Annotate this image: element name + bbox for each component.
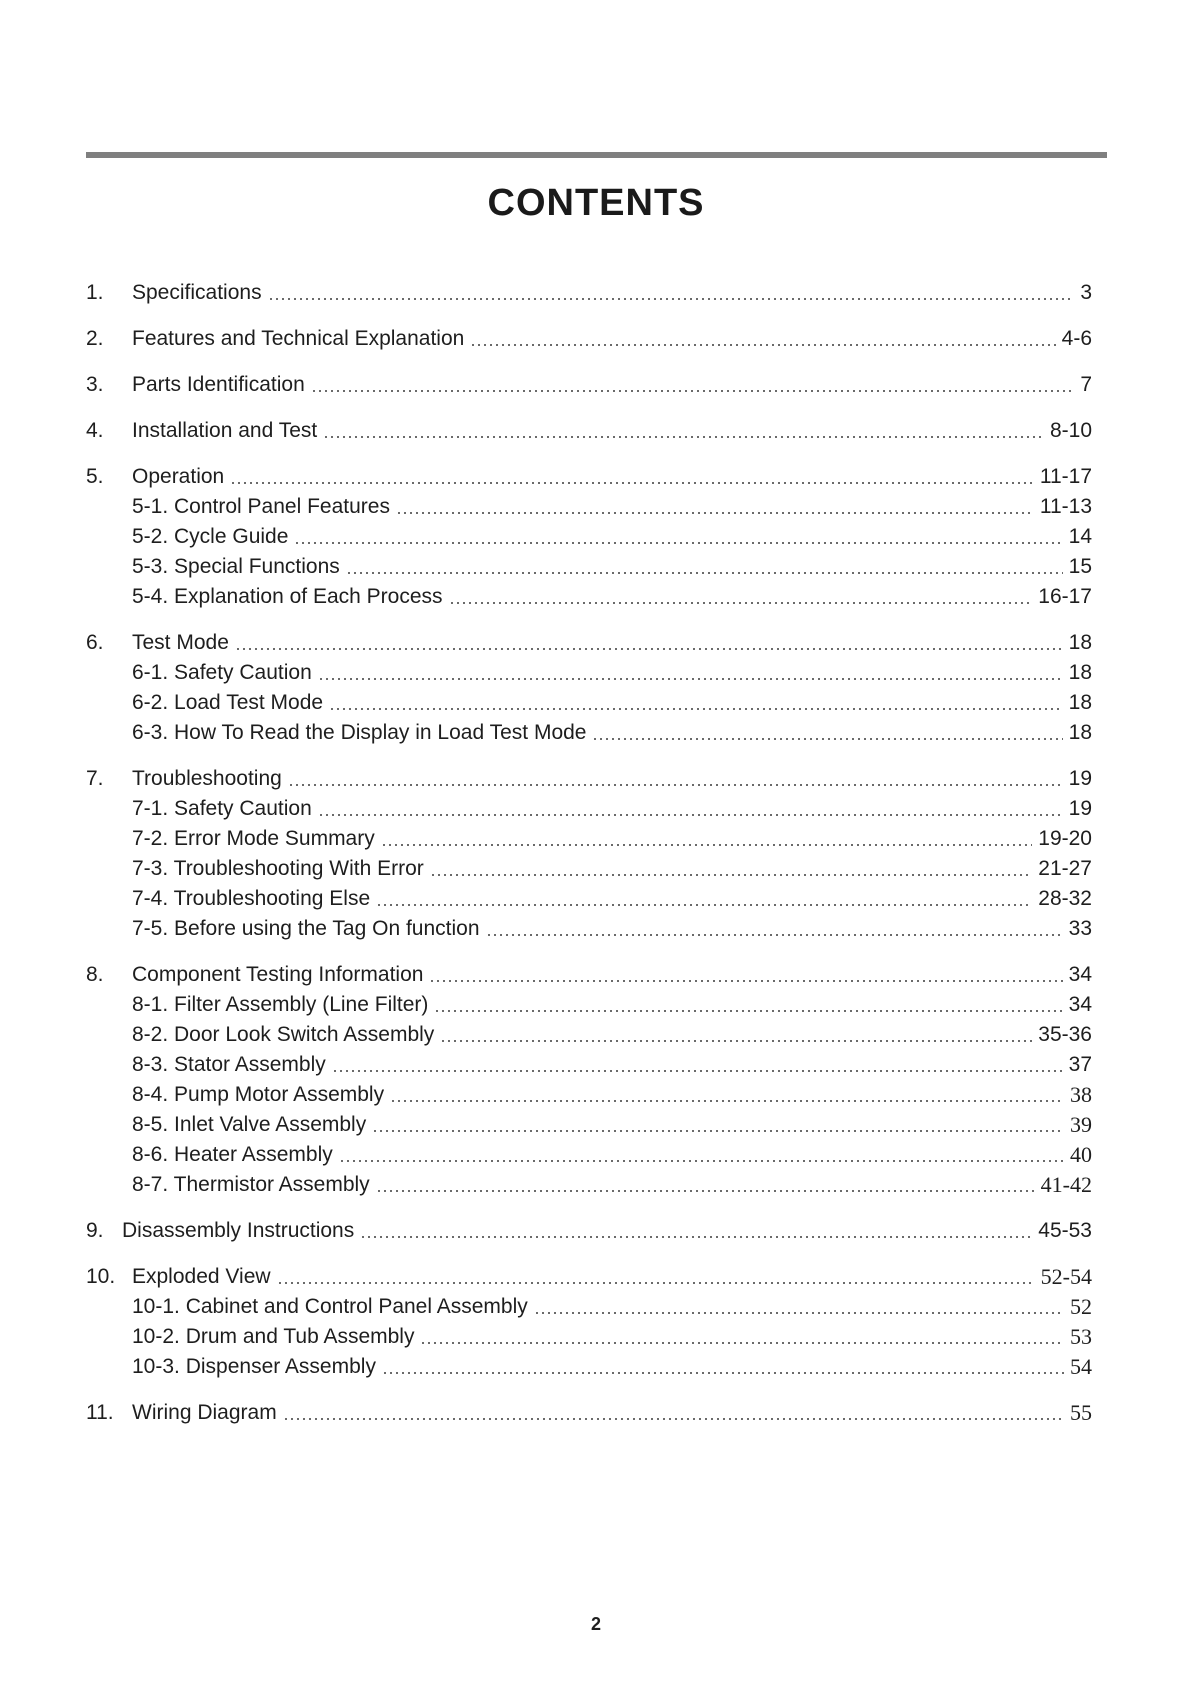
toc-entry-label: Wiring Diagram	[132, 1401, 277, 1424]
toc-entry-label: Features and Technical Explanation	[132, 327, 465, 350]
toc-entry-label: 8-3. Stator Assembly	[132, 1053, 326, 1076]
toc-entry[interactable]	[86, 764, 1092, 794]
toc-entry-label: Operation	[132, 465, 225, 488]
dot-leader	[440, 1040, 1032, 1042]
dot-leader	[235, 648, 1063, 650]
dot-leader	[434, 1010, 1062, 1012]
toc-entry[interactable]	[86, 960, 1092, 990]
dot-leader	[486, 934, 1063, 936]
dot-leader	[318, 678, 1063, 680]
toc-entry[interactable]	[86, 370, 1092, 400]
toc-entry-page: 34	[1068, 993, 1092, 1016]
page-number: 2	[590, 1614, 601, 1634]
dot-leader	[449, 602, 1033, 604]
toc-subentry[interactable]	[86, 914, 1092, 944]
toc-entry-label: 7-4. Troubleshooting Else	[132, 887, 371, 910]
toc-entry-label: Exploded View	[132, 1265, 271, 1288]
toc-entry-number: 11.	[86, 1401, 114, 1424]
dot-leader	[230, 482, 1034, 484]
toc-entry-label: Specifications	[132, 281, 262, 304]
toc-entry-page: 7	[1080, 373, 1092, 396]
toc-entry-page: 33	[1068, 917, 1092, 940]
toc-entry-label: Parts Identification	[132, 373, 305, 396]
toc-entry-label: 8-2. Door Look Switch Assembly	[132, 1023, 435, 1046]
dot-leader	[382, 1372, 1064, 1374]
dot-leader	[339, 1160, 1064, 1162]
toc-entry-label: 7-1. Safety Caution	[132, 797, 312, 820]
toc-entry-page: 19	[1068, 797, 1092, 820]
toc-entry-page: 14	[1068, 525, 1092, 548]
toc-entry-number: 10.	[86, 1265, 116, 1288]
toc-entry[interactable]	[86, 1216, 1092, 1246]
toc-entry-page: 21-27	[1038, 857, 1092, 880]
toc-entry-label: 6-2. Load Test Mode	[132, 691, 324, 714]
toc-entry-number: 8.	[86, 963, 104, 986]
dot-leader	[376, 904, 1032, 906]
dot-leader	[318, 814, 1063, 816]
toc-subentry[interactable]	[86, 1292, 1092, 1322]
toc-entry-page: 11-13	[1039, 495, 1092, 518]
dot-leader	[420, 1342, 1064, 1344]
toc-entry-label: 5-3. Special Functions	[132, 555, 340, 578]
toc-entry-label: Disassembly Instructions	[122, 1219, 355, 1242]
toc-entry-number: 7.	[86, 767, 104, 790]
toc-entry-page: 35-36	[1038, 1023, 1092, 1046]
toc-entry-label: 8-5. Inlet Valve Assembly	[132, 1113, 367, 1136]
toc-entry-page: 18	[1068, 661, 1092, 684]
toc-subentry[interactable]	[86, 824, 1092, 854]
dot-leader	[396, 512, 1034, 514]
toc-entry-number: 6.	[86, 631, 104, 654]
toc-entry-page: 18	[1068, 721, 1092, 744]
toc-entry-page: 52	[1070, 1294, 1092, 1319]
toc-entry-label: 10-3. Dispenser Assembly	[132, 1355, 376, 1378]
dot-leader	[288, 784, 1063, 786]
toc-subentry[interactable]	[86, 1352, 1092, 1382]
toc-subentry[interactable]	[86, 1050, 1092, 1080]
toc-entry-label: 7-5. Before using the Tag On function	[132, 917, 480, 940]
page-title: CONTENTS	[487, 182, 705, 224]
toc-entry-label: 8-6. Heater Assembly	[132, 1143, 333, 1166]
toc-entry-label: Component Testing Information	[132, 963, 424, 986]
toc-subentry[interactable]	[86, 688, 1092, 718]
dot-leader	[323, 436, 1044, 438]
toc-entry-page: 19-20	[1038, 827, 1092, 850]
toc-entry-label: Test Mode	[132, 631, 229, 654]
toc-entry-page: 8-10	[1049, 419, 1092, 442]
dot-leader	[372, 1130, 1064, 1132]
dot-leader	[376, 1190, 1035, 1192]
toc-entry-page: 41-42	[1040, 1172, 1092, 1197]
dot-leader	[329, 708, 1063, 710]
toc-entry-page: 52-54	[1040, 1264, 1092, 1289]
table-of-contents	[86, 278, 1092, 1428]
dot-leader	[470, 344, 1055, 346]
dot-leader	[346, 572, 1063, 574]
toc-entry-label: 10-1. Cabinet and Control Panel Assembly	[132, 1295, 528, 1318]
toc-entry[interactable]	[86, 278, 1092, 308]
toc-entry-page: 37	[1068, 1053, 1092, 1076]
toc-entry-page: 15	[1068, 555, 1092, 578]
toc-entry-page: 39	[1070, 1112, 1092, 1137]
toc-entry-label: 6-1. Safety Caution	[132, 661, 312, 684]
toc-entry-page: 28-32	[1038, 887, 1092, 910]
toc-entry-label: Troubleshooting	[132, 767, 282, 790]
dot-leader	[268, 298, 1075, 300]
dot-leader	[332, 1070, 1063, 1072]
toc-entry-label: 10-2. Drum and Tub Assembly	[132, 1325, 415, 1348]
toc-entry-label: Installation and Test	[132, 419, 318, 442]
dot-leader	[360, 1236, 1032, 1238]
toc-subentry[interactable]	[86, 1170, 1092, 1200]
toc-entry-page: 18	[1068, 631, 1092, 654]
dot-leader	[430, 874, 1032, 876]
toc-entry-number: 3.	[86, 373, 104, 396]
toc-entry[interactable]	[86, 324, 1092, 354]
toc-entry-page: 53	[1070, 1324, 1092, 1349]
toc-subentry[interactable]	[86, 990, 1092, 1020]
toc-entry-page: 34	[1068, 963, 1092, 986]
toc-entry-label: 8-1. Filter Assembly (Line Filter)	[132, 993, 429, 1016]
dot-leader	[534, 1312, 1064, 1314]
toc-subentry[interactable]	[86, 492, 1092, 522]
toc-subentry[interactable]	[86, 854, 1092, 884]
toc-subentry[interactable]	[86, 1322, 1092, 1352]
dot-leader	[283, 1418, 1064, 1420]
toc-subentry[interactable]	[86, 794, 1092, 824]
toc-entry-label: 7-2. Error Mode Summary	[132, 827, 375, 850]
toc-entry-page: 45-53	[1038, 1219, 1092, 1242]
toc-entry[interactable]	[86, 628, 1092, 658]
toc-entry-label: 7-3. Troubleshooting With Error	[132, 857, 424, 880]
dot-leader	[381, 844, 1033, 846]
toc-entry-number: 2.	[86, 327, 104, 350]
toc-subentry[interactable]	[86, 1080, 1092, 1110]
top-rule	[86, 152, 1107, 158]
toc-entry[interactable]	[86, 416, 1092, 446]
toc-entry-number: 4.	[86, 419, 104, 442]
toc-subentry[interactable]	[86, 582, 1092, 612]
toc-entry-label: 5-2. Cycle Guide	[132, 525, 289, 548]
toc-entry-number: 9.	[86, 1219, 104, 1242]
toc-entry[interactable]	[86, 462, 1092, 492]
toc-entry-page: 38	[1070, 1082, 1092, 1107]
toc-entry-page: 55	[1070, 1400, 1092, 1425]
toc-entry-page: 11-17	[1039, 465, 1092, 488]
toc-subentry[interactable]	[86, 522, 1092, 552]
toc-entry[interactable]	[86, 1398, 1092, 1428]
toc-entry-label: 6-3. How To Read the Display in Load Test Mode	[132, 721, 587, 744]
toc-subentry[interactable]	[86, 1110, 1092, 1140]
toc-entry-page: 16-17	[1038, 585, 1092, 608]
dot-leader	[311, 390, 1075, 392]
toc-entry-page: 19	[1068, 767, 1092, 790]
dot-leader	[592, 738, 1062, 740]
toc-entry-label: 5-4. Explanation of Each Process	[132, 585, 443, 608]
dot-leader	[390, 1100, 1064, 1102]
toc-subentry[interactable]	[86, 718, 1092, 748]
toc-subentry[interactable]	[86, 658, 1092, 688]
toc-entry-number: 1.	[86, 281, 104, 304]
dot-leader	[277, 1282, 1035, 1284]
toc-entry-number: 5.	[86, 465, 104, 488]
toc-subentry[interactable]	[86, 1140, 1092, 1170]
toc-entry-page: 40	[1070, 1142, 1092, 1167]
toc-entry-label: 5-1. Control Panel Features	[132, 495, 390, 518]
toc-subentry[interactable]	[86, 1020, 1092, 1050]
toc-entry-page: 54	[1070, 1354, 1092, 1379]
toc-entry-label: 8-7. Thermistor Assembly	[132, 1173, 370, 1196]
toc-entry-page: 3	[1080, 281, 1092, 304]
toc-entry-page: 18	[1068, 691, 1092, 714]
dot-leader	[294, 542, 1062, 544]
dot-leader	[429, 980, 1062, 982]
toc-subentry[interactable]	[86, 884, 1092, 914]
toc-subentry[interactable]	[86, 552, 1092, 582]
toc-entry-label: 8-4. Pump Motor Assembly	[132, 1083, 385, 1106]
toc-entry[interactable]	[86, 1262, 1092, 1292]
toc-entry-page: 4-6	[1061, 327, 1092, 350]
